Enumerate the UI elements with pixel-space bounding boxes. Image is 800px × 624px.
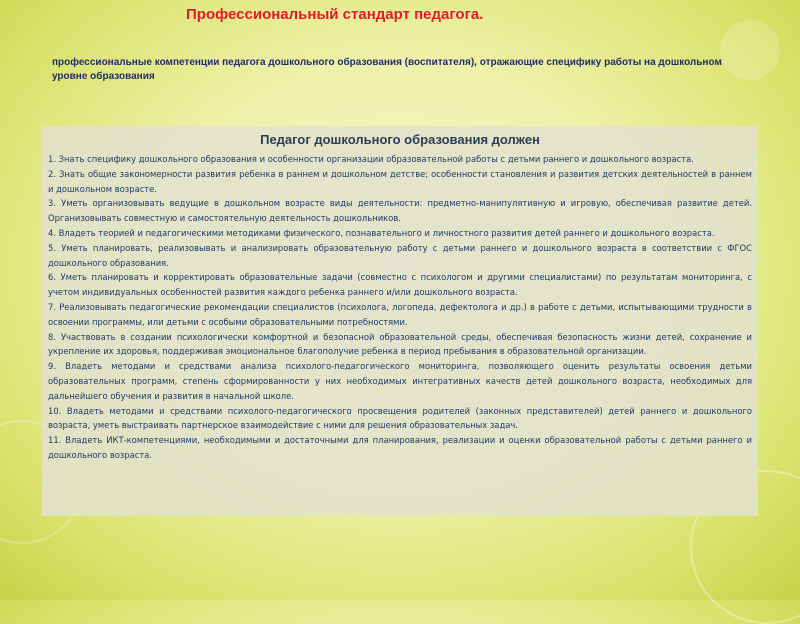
list-item: 5. Уметь планировать, реализовывать и анализировать образовательную работу с детьми раннего и дошкольного возраста в соответствии с ФГОС дошкольного образования.: [48, 242, 752, 268]
slide-subtitle: профессиональные компетенции педагога дошкольного образования (воспитателя), отражающие специфику работы на дошкольном уровне образования: [52, 57, 722, 82]
list-item: 4. Владеть теорией и педагогическими методиками физического, познавательного и личностного развития детей раннего и дошкольного возраста.: [48, 227, 715, 238]
list-item: 1. Знать специфику дошкольного образования и особенности организации образовательной работы с детьми раннего и дошкольного возраста.: [48, 154, 694, 164]
competency-list: [48, 152, 752, 463]
list-item: 2. Знать общие закономерности развития ребенка в раннем и дошкольном детстве; особенности становления и развития детских деятельностей в раннем и дошкольном возрасте.: [48, 168, 752, 194]
list-item: 7. Реализовывать педагогические рекомендации специалистов (психолога, логопеда, дефектолога и др.) в работе с детьми, испытывающими трудности в освоении программы, или детьми с особыми образовательными потребностями.: [48, 301, 752, 327]
list-item: 6. Уметь планировать и корректировать образовательные задачи (совместно с психологом и другими специалистами) по результатам мониторинга, с учетом индивидуальных особенностей развития каждого ребенка раннего и/или дошкольного возраста.: [48, 272, 752, 298]
list-item: 3. Уметь организовывать ведущие в дошкольном возрасте виды деятельности: предметно-манипулятивную и игровую, обеспечивая развитие детей. Организовывать совместную и самостоятельную деятельность дошкольников.: [48, 198, 752, 224]
content-box: [42, 126, 758, 516]
slide-title: Профессиональный стандарт педагога.: [186, 6, 484, 23]
list-item: 9. Владеть методами и средствами анализа психолого-педагогического мониторинга, позволяющего оценить результаты освоения детьми образовательных программ, степень сформированности у них необходимых интегративных качеств детей дошкольного возраста, необходимых для дальнейшего обучения и развития в начальной школе.: [48, 361, 752, 401]
list-item: 11. Владеть ИКТ-компетенциями, необходимыми и достаточными для планирования, реализации и оценки образовательной работы с детьми раннего и дошкольного возраста.: [48, 435, 752, 460]
list-item: 8. Участвовать в создании психологически комфортной и безопасной образовательной среды, обеспечивая безопасность жизни детей, сохранение и укрепление их здоровья, поддерживая эмоциональное благополучие ребенка в период пребывания в образовательной организации.: [48, 331, 752, 357]
content-heading: Педагог дошкольного образования должен: [260, 132, 540, 147]
list-item: 10. Владеть методами и средствами психолого-педагогического просвещения родителей (законных представителей) детей раннего и дошкольного возраста, уметь выстраивать партнерское взаимодействие с ними для решения образовательных задач.: [48, 405, 752, 431]
